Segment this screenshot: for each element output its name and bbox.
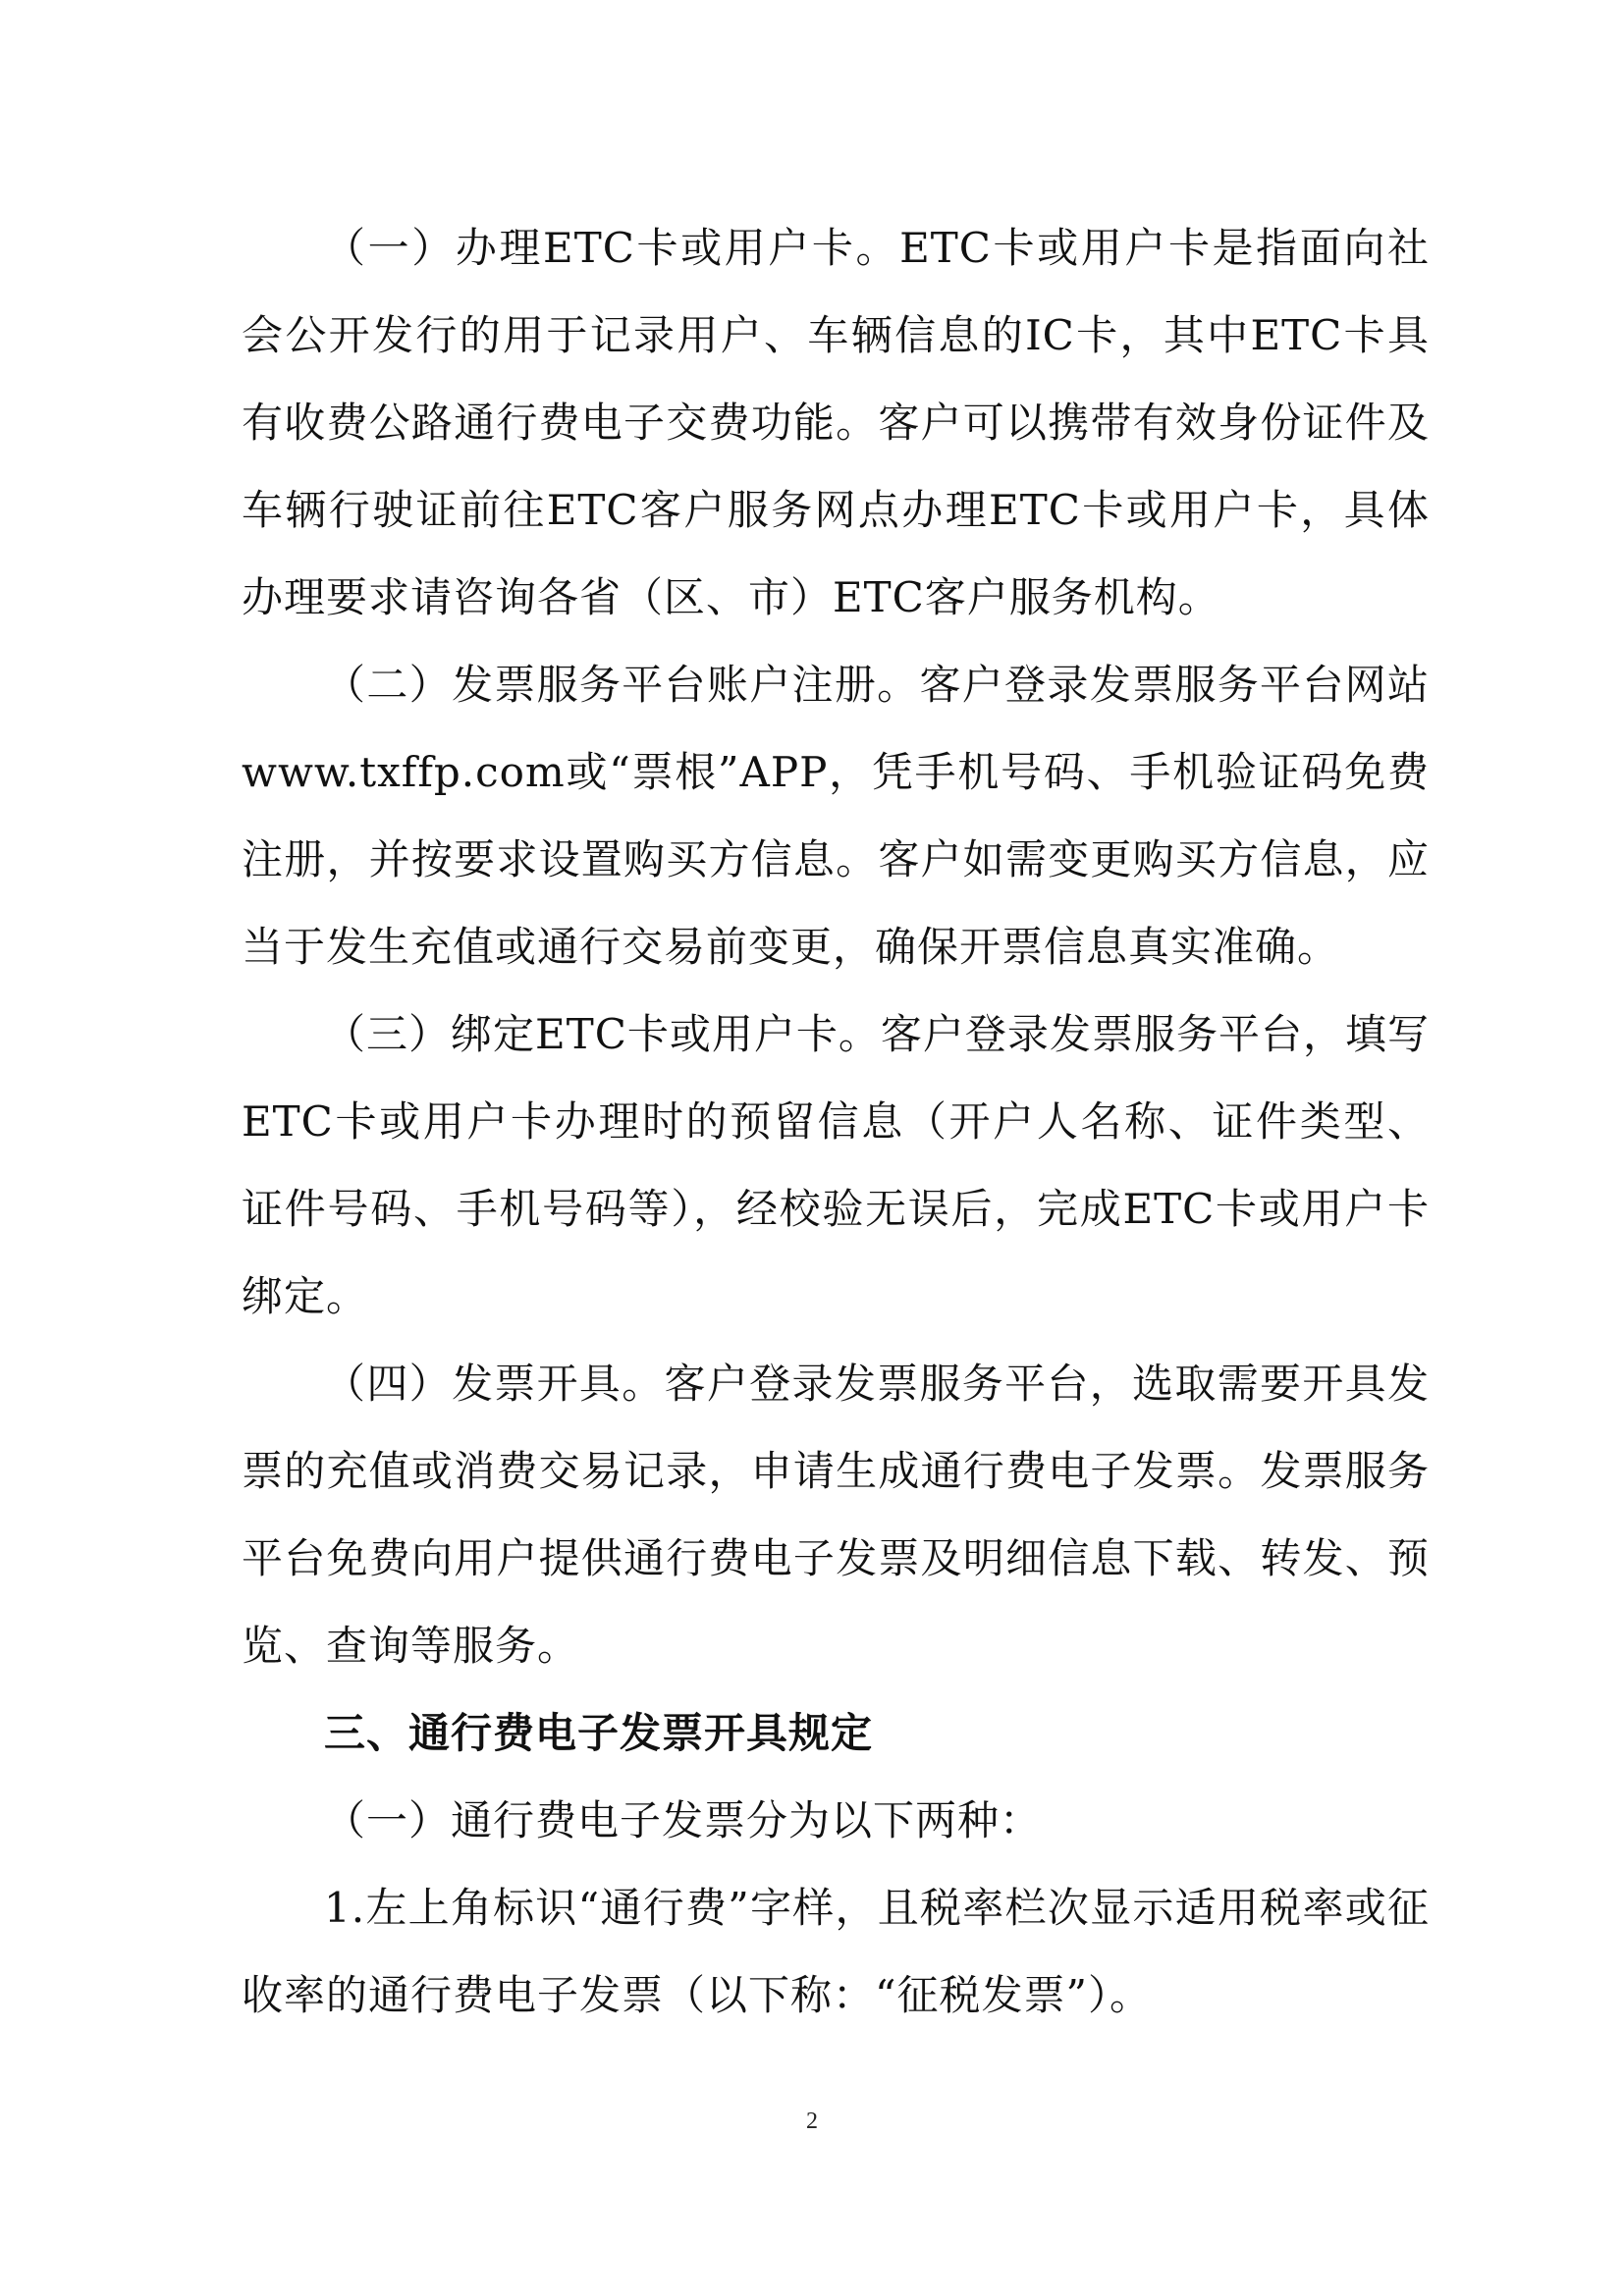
document-body [242,204,1430,2039]
paragraph-invoice-issuance: （四）发票开具。客户登录发票服务平台，选取需要开具发票的充值或消费交易记录，申请生成通行费电子发票。发票服务平台免费向用户提供通行费电子发票及明细信息下载、转发、预览、查询等服务。 [242,1360,1430,1670]
paragraph-tax-invoice: 1.左上角标识“通行费”字样，且税率栏次显示适用税率或征收率的通行费电子发票（以下称：“征税发票”）。 [242,1884,1430,2019]
section-heading-invoice-rules: 三、通行费电子发票开具规定 [324,1709,874,1757]
page-number: 2 [806,2109,818,2134]
paragraph-invoice-types: （一）通行费电子发票分为以下两种： [324,1796,1043,1844]
paragraph-apply-card: （一）办理ETC卡或用户卡。ETC卡或用户卡是指面向社会公开发行的用于记录用户、车辆信息的IC卡，其中ETC卡具有收费公路通行费电子交费功能。客户可以携带有效身份证件及车辆行驶证前往ETC客户服务网点办理ETC卡或用户卡，具体办理要求请咨询各省（区、市）ETC客户服务机构。 [242,224,1430,621]
paragraph-account-registration: （二）发票服务平台账户注册。客户登录发票服务平台网站www.txffp.com或“票根”APP，凭手机号码、手机验证码免费注册，并按要求设置购买方信息。客户如需变更购买方信息，应当于发生充值或通行交易前变更，确保开票信息真实准确。 [242,661,1430,971]
paragraph-bind-card: （三）绑定ETC卡或用户卡。客户登录发票服务平台，填写ETC卡或用户卡办理时的预留信息（开户人名称、证件类型、证件号码、手机号码等），经校验无误后，完成ETC卡或用户卡绑定。 [242,1010,1430,1320]
